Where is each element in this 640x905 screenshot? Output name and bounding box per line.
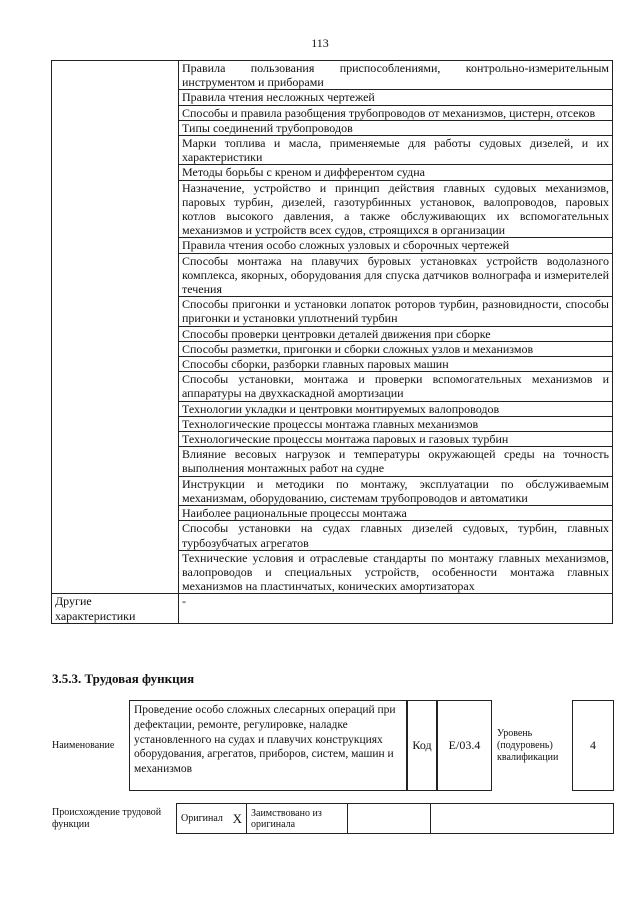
left-empty-cell [52,372,179,401]
knowledge-item: Назначение, устройство и принцип действия главных судовых механизмов, паровых турбин, дизелей, газотурбинных установок, валопроводов, паровых котлов высокого давления, а также обслуживающих их вспомогательных механизмов и устройств всех судов, строящихся в организации [179,180,613,238]
knowledge-row [52,476,613,505]
knowledge-item: Правила чтения особо сложных узловых и сборочных чертежей [179,238,613,253]
knowledge-row [52,432,613,447]
knowledge-item: Наиболее рациональные процессы монтажа [179,506,613,521]
left-empty-cell [52,297,179,326]
left-empty-cell [52,326,179,341]
left-empty-cell [52,476,179,505]
knowledge-row [52,180,613,238]
knowledge-row [52,416,613,431]
left-empty-cell [52,136,179,165]
function-name: Проведение особо сложных слесарных операций при дефектации, ремонте, регулировке, наладке установленного на судах и плавучих конструкциях оборудования, агрегатов, приборов, систем, машин и механизмов [129,700,407,791]
knowledge-row [52,238,613,253]
left-empty-cell [52,238,179,253]
knowledge-item: Технологии укладки и центровки монтируемых валопроводов [179,401,613,416]
other-characteristics-label: Другие характеристики [52,594,179,623]
knowledge-item: Способы пригонки и установки лопаток роторов турбин, разновидности, способы пригонки и установки уплотнений турбин [179,297,613,326]
code-value: E/03.4 [437,700,492,791]
knowledge-row [52,372,613,401]
knowledge-item: Влияние весовых нагрузок и температуры окружающей среды на точность выполнения монтажных работ на судне [179,447,613,476]
left-empty-cell [52,521,179,550]
knowledge-item: Типы соединений трубопроводов [179,120,613,135]
knowledge-item: Способы установки на судах главных дизелей судовых, турбин, главных турбозубчатых агрегатов [179,521,613,550]
left-empty-cell [52,401,179,416]
knowledge-item: Способы установки, монтажа и проверки вспомогательных механизмов и аппаратуры на двухкаскадной амортизации [179,372,613,401]
knowledge-row [52,401,613,416]
left-empty-cell [52,253,179,297]
left-empty-cell [52,165,179,180]
empty-cell [431,804,614,834]
knowledge-table [51,60,613,624]
left-empty-cell [52,61,179,90]
knowledge-row [52,357,613,372]
knowledge-item: Методы борьбы с креном и дифферентом судна [179,165,613,180]
original-cell [177,804,247,834]
left-empty-cell [52,416,179,431]
knowledge-row [52,61,613,90]
origin-label: Происхождение трудовой функции [52,807,162,830]
left-empty-cell [52,432,179,447]
knowledge-item: Технологические процессы монтажа паровых и газовых турбин [179,432,613,447]
knowledge-row [52,136,613,165]
original-label: Оригинал [181,813,223,824]
original-mark: X [232,811,242,826]
left-empty-cell [52,120,179,135]
knowledge-row [52,550,613,594]
knowledge-row [52,253,613,297]
knowledge-row [52,120,613,135]
knowledge-row [52,105,613,120]
knowledge-row [52,506,613,521]
level-label: Уровень (подуровень) квалификации [497,728,559,763]
page-number: 113 [311,36,329,50]
knowledge-item: Способы и правила разобщения трубопроводов от механизмов, цистерн, отсеков [179,105,613,120]
knowledge-row [52,326,613,341]
knowledge-row [52,297,613,326]
left-empty-cell [52,90,179,105]
other-characteristics-value: - [179,594,613,623]
knowledge-item: Технологические процессы монтажа главных механизмов [179,416,613,431]
other-characteristics-row [52,594,613,623]
level-value: 4 [572,700,614,791]
knowledge-row [52,521,613,550]
name-label: Наименование [52,740,115,751]
section-heading: 3.5.3. Трудовая функция [52,671,195,686]
knowledge-row [52,447,613,476]
left-empty-cell [52,341,179,356]
knowledge-item: Марки топлива и масла, применяемые для работы судовых дизелей, и их характеристики [179,136,613,165]
knowledge-item: Правила пользования приспособлениями, контрольно-измерительным инструментом и приборами [179,61,613,90]
left-empty-cell [52,550,179,594]
empty-cell [348,804,431,834]
knowledge-item: Способы сборки, разборки главных паровых машин [179,357,613,372]
knowledge-item: Способы монтажа на плавучих буровых установках устройств водолазного комплекса, якорных, оборудования для спуска датчиков волнографа и измерителей течения [179,253,613,297]
knowledge-item: Способы проверки центровки деталей движения при сборке [179,326,613,341]
origin-table [176,803,614,834]
left-empty-cell [52,357,179,372]
knowledge-item: Способы разметки, пригонки и сборки сложных узлов и механизмов [179,341,613,356]
knowledge-item: Инструкции и методики по монтажу, эксплуатации по обслуживаемым механизмам, оборудованию, системам трубопроводов и автоматики [179,476,613,505]
left-empty-cell [52,180,179,238]
knowledge-item: Правила чтения несложных чертежей [179,90,613,105]
borrowed-label: Заимствовано из оригинала [247,804,348,834]
knowledge-item: Технические условия и отраслевые стандарты по монтажу главных механизмов, валопроводов и специальных устройств, особенности монтажа главных механизмов на пластинчатых, конических амортизаторах [179,550,613,594]
knowledge-row [52,341,613,356]
left-empty-cell [52,447,179,476]
left-empty-cell [52,105,179,120]
knowledge-row [52,165,613,180]
left-empty-cell [52,506,179,521]
knowledge-row [52,90,613,105]
code-label: Код [407,700,437,791]
